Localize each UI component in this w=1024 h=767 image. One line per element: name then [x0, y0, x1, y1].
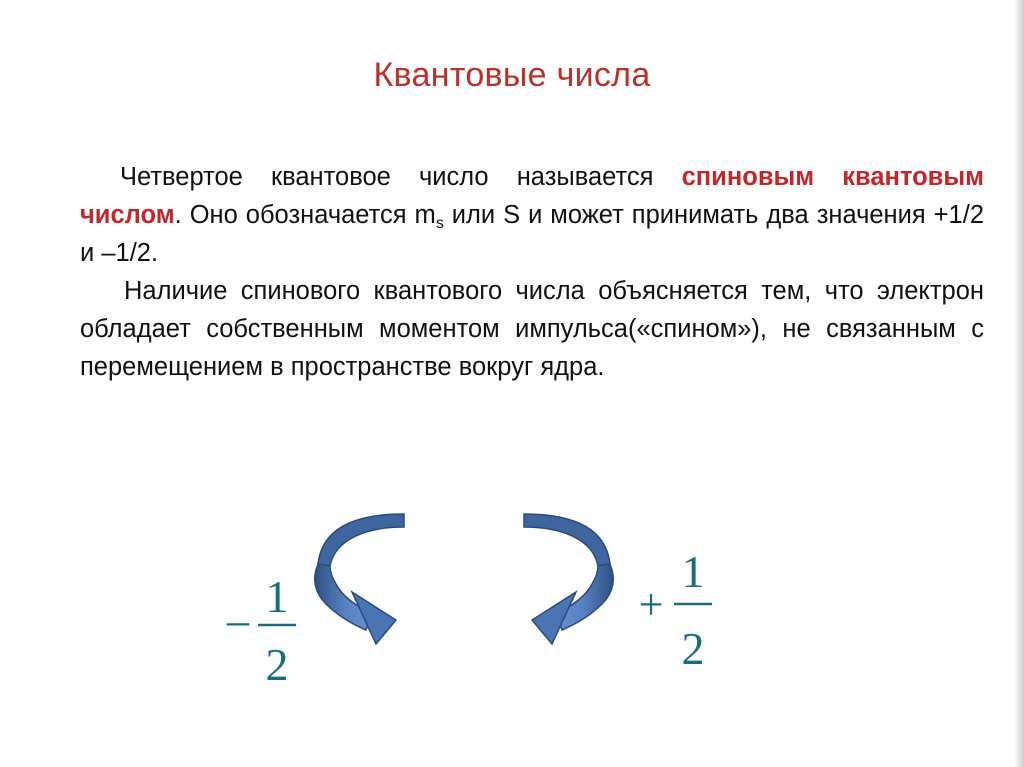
subscript-s: s — [435, 215, 444, 232]
slide-body — [80, 158, 984, 386]
minus-sign: – — [227, 596, 249, 645]
paragraph-spin-explanation: Наличие спинового квантового числа объясняется тем, что электрон обладает собственным моментом импульса(«спином»), не связанным с перемещением в пространстве вокруг ядра. — [80, 277, 984, 381]
counterclockwise-arrow-icon — [315, 514, 404, 644]
denominator-right: 2 — [681, 623, 705, 674]
spin-figure — [0, 500, 1024, 720]
plus-sign: + — [638, 580, 664, 629]
paragraph-designation: . Оно обозначается m — [174, 201, 436, 229]
paragraph-intro: Четвертое квантовое число называется — [120, 163, 682, 191]
clockwise-arrow-icon — [524, 514, 613, 644]
denominator-left: 2 — [265, 639, 289, 690]
slide-title: Квантовые числа — [373, 56, 651, 94]
spin-value-plus-half — [639, 546, 712, 674]
paragraph-spin-definition — [80, 158, 984, 272]
spin-value-minus-half — [226, 571, 296, 690]
spin-diagram — [0, 500, 1024, 720]
numerator-right: 1 — [681, 546, 705, 597]
numerator-left: 1 — [265, 571, 289, 622]
paragraph-values: или S и может принимать два значения +1/2 и –1/2. — [80, 201, 985, 267]
spin-number-term: спиновым квантовым числом — [80, 163, 984, 229]
